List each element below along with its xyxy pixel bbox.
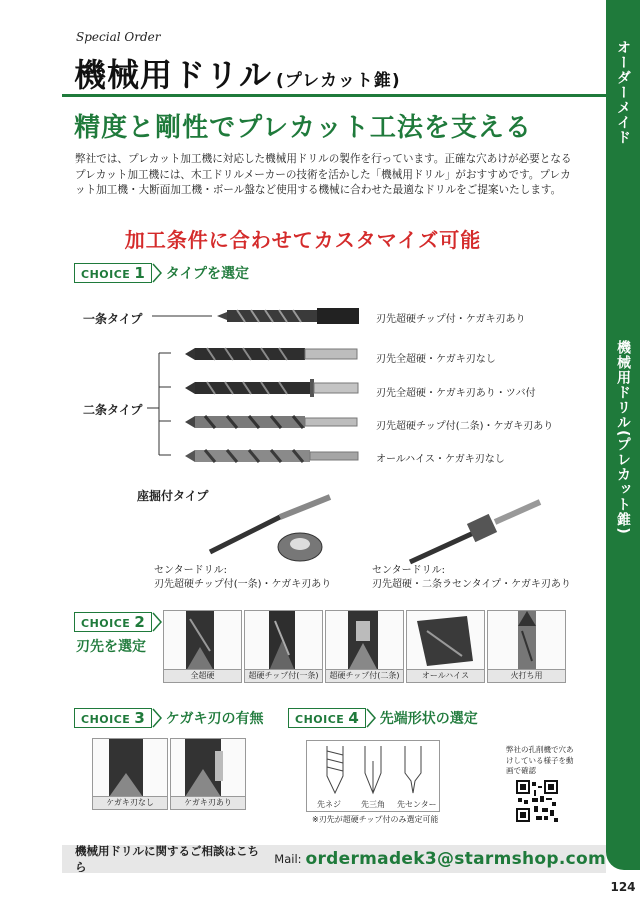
tip-options [163, 610, 566, 683]
choice4-number: 4 [348, 709, 359, 727]
contact-email-link[interactable]: ordermadek3@starmshop.com [305, 849, 606, 869]
double-drill-4 [185, 447, 365, 465]
choice3-badge [74, 708, 152, 728]
double-drill-3-desc: 刃先超硬チップ付(二条)・ケガキ刃あり [376, 421, 554, 432]
tip-option-label: オールハイス [407, 669, 484, 682]
title-sub: (プレカット錐) [276, 71, 401, 91]
tip-option-label: 全超硬 [164, 669, 241, 682]
double-drill-1-desc: 刃先全超硬・ケガキ刃なし [376, 354, 496, 365]
mail-label: Mail: [274, 852, 302, 866]
choice1-badge [74, 263, 152, 283]
chevron-right-icon [152, 263, 162, 283]
side-tab-product: 機械用ドリル(プレカット錐) [615, 340, 631, 535]
title-main: 機械用ドリル [74, 56, 273, 94]
choice4-word: CHOICE [295, 713, 345, 726]
single-type-label: 一条タイプ [83, 312, 143, 326]
intro-paragraph: 弊社では、プレカット加工機に対応した機械用ドリルの製作を行っています。正確な穴あけが必要となるプレカット加工機には、木工ドリルメーカーの技術を活かした「機械用ドリル」がおすすめです。プレカット加工機・大断面加工機・ボール盤など使用する機械に合わせた最適なドリルをご提案いたします。 [75, 153, 572, 196]
chevron-right-icon [152, 612, 162, 632]
choice1-word: CHOICE [81, 268, 131, 281]
double-drill-1 [185, 345, 365, 363]
double-drill-4-desc: オールハイス・ケガキ刃なし [376, 454, 505, 465]
headline: 精度と剛性でプレカット工法を支える [74, 113, 532, 143]
tip-shape-label: 先センター [397, 800, 437, 809]
tip-option [163, 610, 242, 683]
double-drill-2 [185, 379, 365, 397]
single-drill-desc: 刃先超硬チップ付・ケガキ刃あり [376, 314, 526, 325]
double-drill-3 [185, 413, 365, 431]
choice3-label: ケガキ刃の有無 [165, 711, 264, 727]
scribe-option [92, 738, 168, 810]
tip-option [325, 610, 404, 683]
choice1-number: 1 [134, 264, 145, 282]
tip-option [244, 610, 323, 683]
counterbore-drill-left [200, 492, 350, 572]
page-title [74, 50, 401, 96]
tip-shape-illustrations [307, 741, 441, 797]
tip-shape-label: 先ネジ [317, 800, 341, 809]
counterbore-right-title: センタードリル: [372, 565, 445, 576]
chevron-right-icon [152, 708, 162, 728]
counterbore-right-caption [372, 564, 571, 592]
counterbore-left-desc: 刃先超硬チップ付(一条)・ケガキ刃あり [154, 579, 332, 590]
tip-shape-box [306, 740, 440, 812]
counterbore-type-label: 座掘付タイプ [137, 489, 209, 503]
scribe-option-label: ケガキ刃あり [171, 796, 245, 809]
side-tab-category: オーダーメイド [615, 40, 631, 145]
tip-shape-label: 先三角 [361, 800, 385, 809]
choice1-label: タイプを選定 [165, 266, 250, 282]
choice3-number: 3 [134, 709, 145, 727]
contact-footer [62, 845, 606, 873]
tip-option-label: 超硬チップ付(一条) [245, 669, 322, 682]
tip-option [406, 610, 485, 683]
qr-caption: 弊社の孔削機で穴あけしている様子を動画で確認 [506, 745, 574, 775]
choice3-header [74, 708, 263, 728]
choice4-label: 先端形状の選定 [379, 711, 478, 727]
counterbore-left-caption [154, 564, 331, 592]
choice4-header [288, 708, 478, 728]
double-type-bracket [145, 345, 175, 465]
choice2-word: CHOICE [81, 617, 131, 630]
customize-heading: 加工条件に合わせてカスタマイズ可能 [124, 228, 482, 252]
tip-option [487, 610, 566, 683]
double-type-label: 二条タイプ [83, 403, 143, 417]
double-drill-2-desc: 刃先全超硬・ケガキ刃あり・ツバ付 [376, 388, 536, 399]
qr-code-icon[interactable] [516, 780, 558, 822]
side-index-tab [606, 0, 640, 870]
choice1-header [74, 263, 249, 283]
counterbore-drill-right [400, 492, 550, 572]
tip-shape-note: ※刃先が超硬チップ付のみ選定可能 [312, 815, 439, 824]
counterbore-left-title: センタードリル: [154, 565, 227, 576]
special-order-label: Special Order [76, 30, 161, 44]
scribe-option [170, 738, 246, 810]
choice4-badge [288, 708, 366, 728]
choice2-number: 2 [134, 613, 145, 631]
single-drill-illustration [147, 300, 367, 330]
chevron-right-icon [366, 708, 376, 728]
page-number: 124 [610, 880, 636, 894]
counterbore-right-desc: 刃先超硬・二条ラセンタイプ・ケガキ刃あり [372, 579, 571, 590]
choice2-header [74, 612, 162, 632]
scribe-option-label: ケガキ刃なし [93, 796, 167, 809]
contact-text: 機械用ドリルに関するご相談はこちら [75, 844, 259, 874]
choice3-word: CHOICE [81, 713, 131, 726]
title-divider [62, 94, 606, 97]
tip-option-label: 火打ち用 [488, 669, 565, 682]
tip-option-label: 超硬チップ付(二条) [326, 669, 403, 682]
choice2-label: 刃先を選定 [76, 639, 146, 655]
choice2-badge [74, 612, 152, 632]
